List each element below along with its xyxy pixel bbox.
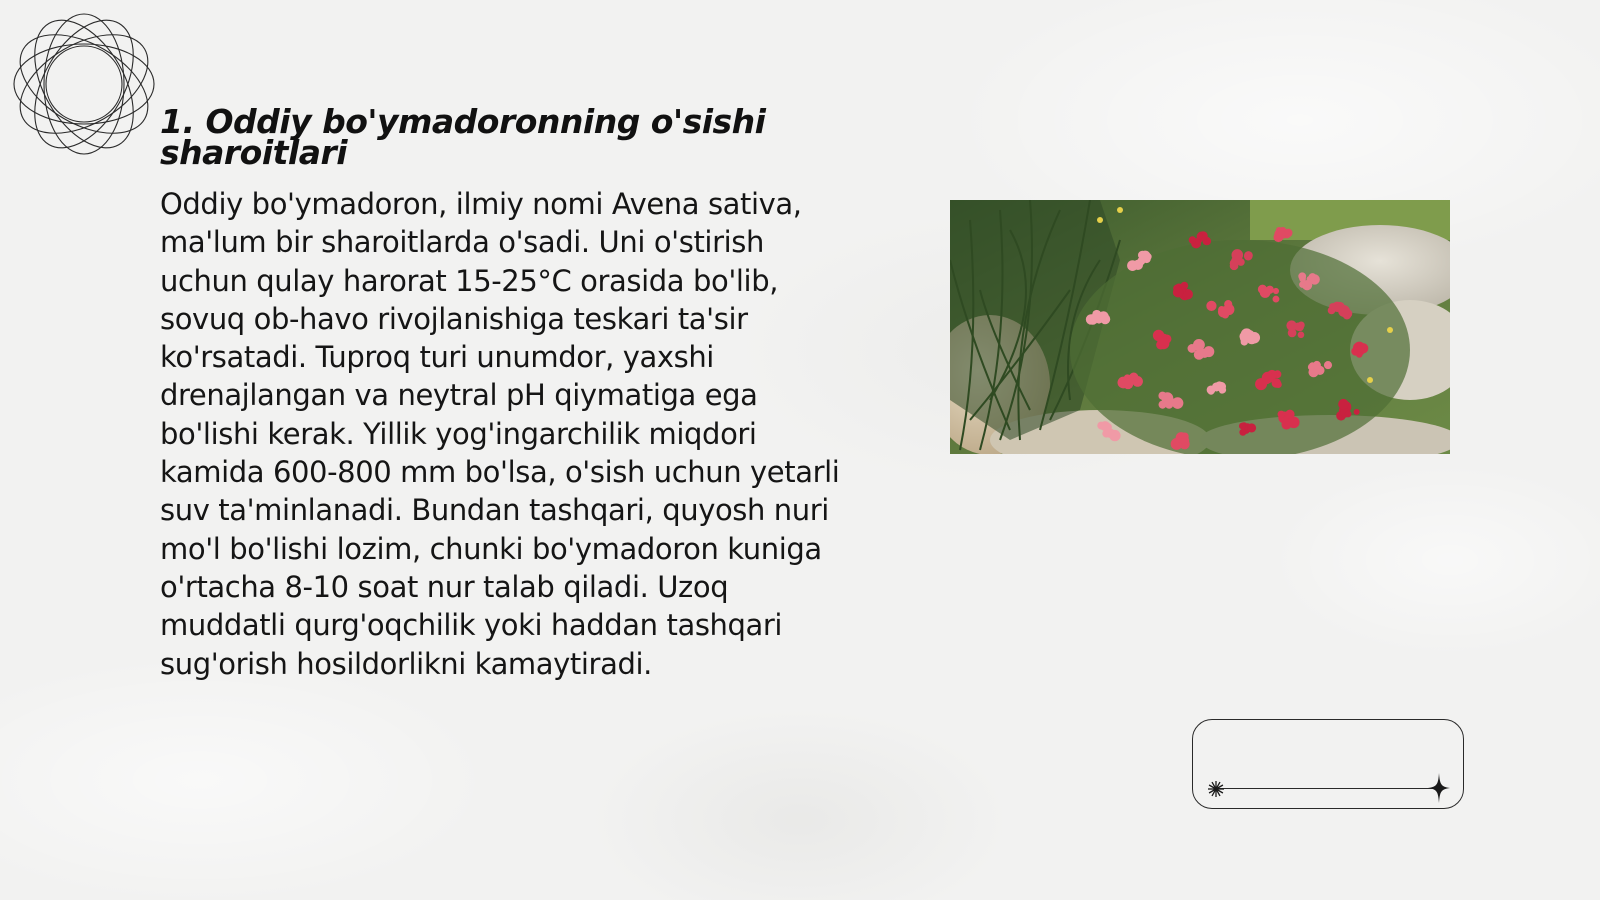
slide-title: 1. Oddiy bo'ymadoronning o'sishi sharoitlari xyxy=(160,102,766,172)
flower-photo-image xyxy=(950,200,1450,454)
spirograph-ornament-icon xyxy=(10,10,158,158)
starburst-icon xyxy=(1206,779,1226,799)
decorative-frame xyxy=(1192,719,1464,809)
sparkle-icon xyxy=(1428,773,1450,803)
flower-photo xyxy=(950,200,1450,454)
decorative-line xyxy=(1216,788,1441,789)
body-paragraph: Oddiy bo'ymadoron, ilmiy nomi Avena sativa, ma'lum bir sharoitlarda o'sadi. Uni o'stirish uchun qulay harorat 15-25°C orasida bo'lib, sovuq ob-havo rivojlanishiga teskari ta'sir ko'rsatadi. Tuproq turi unumdor, yaxshi drenajlangan va neytral pH qiymatiga ega bo'lishi kerak. Yillik yog'ingarchilik miqdori kamida 600-800 mm bo'lsa, o'sish uchun yetarli suv ta'minlanadi. Bundan tashqari, quyosh nuri mo'l bo'lishi lozim, chunki bo'ymadoron kuniga o'rtacha 8-10 soat nur talab qiladi. Uzoq muddatli qurg'oqchilik yoki haddan tashqari sug'orish hosildorlikni kamaytiradi. xyxy=(160,187,840,681)
